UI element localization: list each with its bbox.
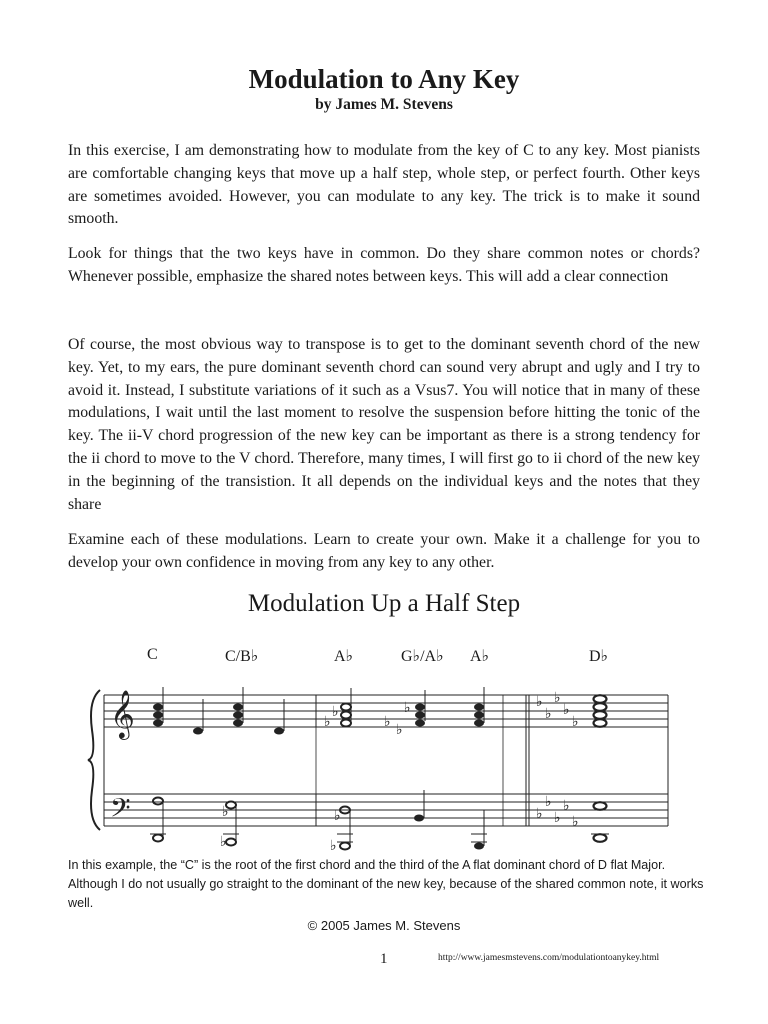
flat-icon: ♭ [220,834,227,850]
chord-symbol: C [147,646,158,663]
source-url-link[interactable]: http://www.jamesmstevens.com/modulationtoanykey.html [438,953,660,963]
chord-symbol: A♭ [334,648,354,665]
paragraph-examine: Examine each of these modulations. Learn to create your own. Make it a challenge for you to develop your own confidence in moving from any key to any other. [68,531,700,571]
whole-note-head [594,711,607,719]
flat-icon: ♭ [554,690,561,706]
note-head [233,712,243,719]
flat-icon: ♭ [563,798,570,814]
note-head [153,720,163,727]
note-head [415,720,425,727]
whole-note-head [594,703,607,711]
whole-note-head [594,695,607,703]
half-note-head [153,835,163,842]
chord-symbol: G♭/A♭ [401,648,444,665]
half-note-head [226,839,236,846]
paragraph-dominant-seventh: Of course, the most obvious way to transpose is to get to the dominant seventh chord of the new key. Yet, to my ears, the pure dominant seventh chord can sound very abrupt and ugly and I try to avoid it. Instead, I substitute variations of it such as a Vsus7. You will notice that in many of these modulations, I wait until the last moment to resolve the suspension before hitting the tonic of the key. The ii-V chord progression of the new key can be important as there is a strong tendency for the ii chord to move to the V chord. Therefore, many times, I will first go to ii chord of the new key in the beginning of the transistion. It all depends on the individual keys and the notes that they share [68,336,700,513]
flat-icon: ♭ [334,808,341,824]
flat-icon: ♭ [572,714,579,730]
whole-note-head [594,802,607,810]
brace-icon [88,690,100,830]
note-head [474,720,484,727]
half-note-head [341,720,351,727]
note-head [415,712,425,719]
document-title: Modulation to Any Key [248,64,520,94]
example-title: Modulation Up a Half Step [247,590,521,617]
chord-symbol: C/B♭ [225,648,259,665]
flat-icon: ♭ [536,694,543,710]
flat-icon: ♭ [545,794,552,810]
flat-icon: ♭ [545,706,552,722]
note-head [474,712,484,719]
chord-symbol: A♭ [470,648,490,665]
page-number: 1 [380,951,388,967]
whole-note-head [594,719,607,727]
flat-icon: ♭ [563,702,570,718]
whole-note-head [594,834,607,842]
note-head [153,712,163,719]
half-note-head [153,798,163,805]
flat-icon: ♭ [396,722,403,738]
flat-icon: ♭ [554,810,561,826]
paragraph-intro: In this exercise, I am demonstrating how to modulate from the key of C to any key. Most pianists are comfortable changing keys that move up a half step, whole step, or perfect fourth. Other keys are sometimes avoided. However, you can modulate to any key. The trick is to make it sound smooth. [68,142,700,228]
note-head [153,704,163,711]
flat-icon: ♭ [404,700,411,716]
treble-clef-icon: 𝄞 [110,689,135,738]
chord-symbol: D♭ [589,648,609,665]
flat-icon: ♭ [324,714,331,730]
flat-icon: ♭ [384,714,391,730]
author-byline: by James M. Stevens [315,96,453,113]
flat-icon: ♭ [572,814,579,830]
copyright-notice: © 2005 James M. Stevens [307,918,461,933]
note-head [474,843,484,850]
bass-staff [104,794,668,826]
flat-icon: ♭ [536,806,543,822]
flat-icon: ♭ [330,838,337,854]
note-head [414,815,424,822]
note-head [415,704,425,711]
note-head [233,720,243,727]
half-note-head [341,712,351,719]
half-note-head [341,704,351,711]
example-caption: In this example, the “C” is the root of the first chord and the third of the A flat dominant chord of D flat Major. Although I do not usually go straight to the dominant of the new key, because of the shared common note, it works well. [68,858,704,910]
bass-clef-icon: 𝄢 [110,792,131,830]
note-head [274,728,284,735]
paragraph-common-notes: Look for things that the two keys have in common. Do they share common notes or chords? Whenever possible, emphasize the shared notes between keys. This will add a clear connection [68,245,700,285]
flat-icon: ♭ [222,804,229,820]
half-note-head [340,843,350,850]
flat-icon: ♭ [332,704,339,720]
note-head [193,728,203,735]
music-score [0,660,768,860]
note-head [233,704,243,711]
note-head [474,704,484,711]
